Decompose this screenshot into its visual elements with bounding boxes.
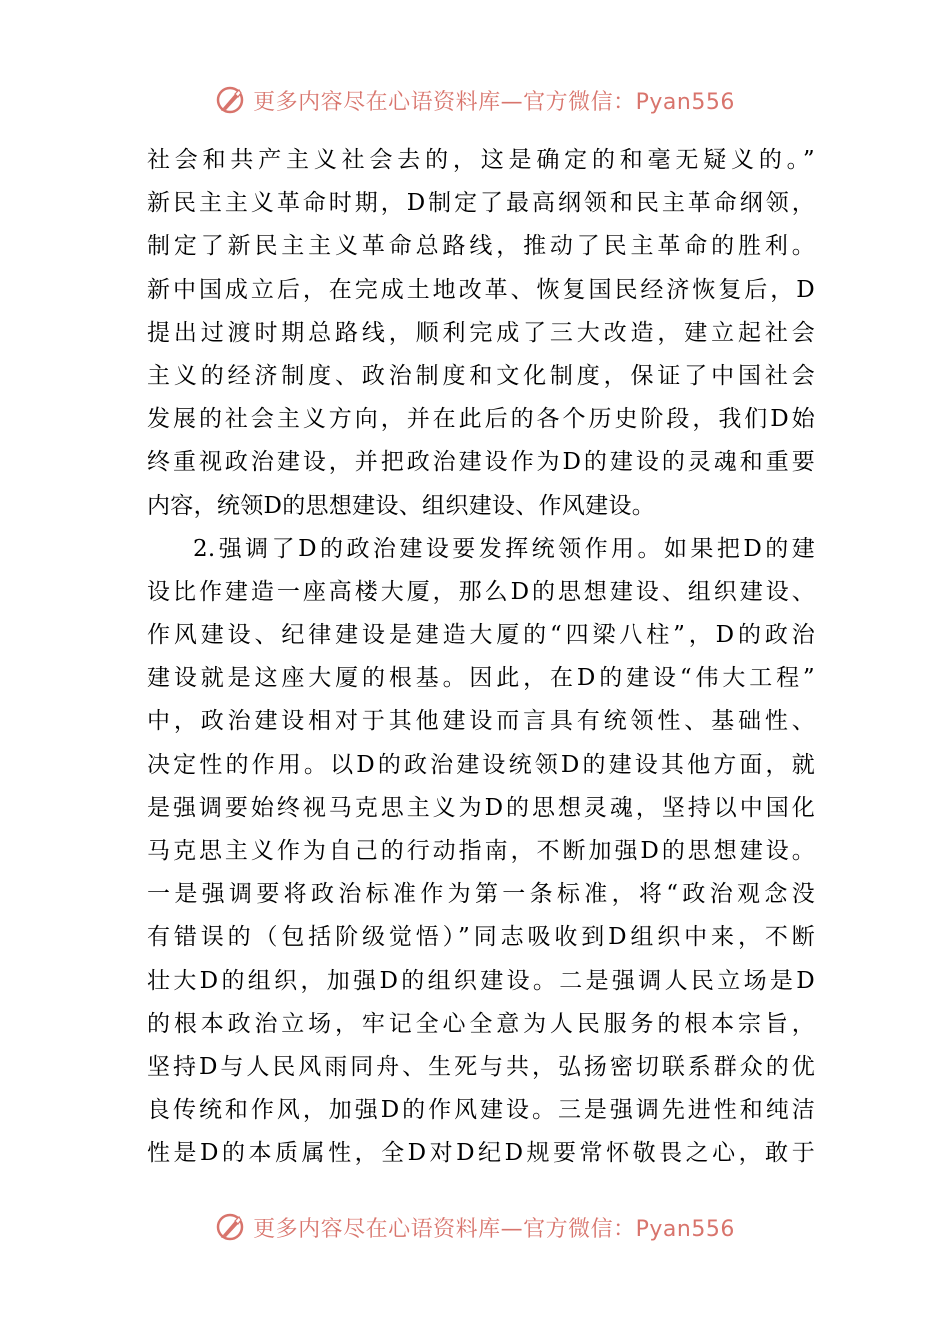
text-line: 内容，统领D的思想建设、组织建设、作风建设。	[147, 492, 656, 519]
paragraph-1	[147, 139, 815, 528]
text-line: 社会和共产主义社会去的，这是确定的和毫无疑义的。”	[147, 147, 815, 173]
text-line: 终重视政治建设，并把政治建设作为D的建设的灵魂和重要	[147, 449, 815, 476]
text-line: 是强调要始终视马克思主义为D的思想灵魂，坚持以中国化	[147, 794, 815, 821]
text-line: 作风建设、纪律建设是建造大厦的“四梁八柱”，D的政治	[147, 622, 815, 649]
text-line: 建设就是这座大厦的根基。因此，在D的建设“伟大工程”	[147, 665, 815, 692]
paragraph-2	[147, 528, 815, 1176]
text-line: 主义的经济制度、政治制度和文化制度，保证了中国社会	[147, 362, 815, 389]
text-line: 制定了新民主主义革命总路线，推动了民主革命的胜利。	[147, 233, 815, 260]
text-line: 的根本政治立场，牢记全心全意为人民服务的根本宗旨，	[147, 1010, 815, 1037]
text-line: 壮大D的组织，加强D的组织建设。二是强调人民立场是D	[147, 967, 815, 994]
text-line: 新中国成立后，在完成土地改革、恢复国民经济恢复后，D	[147, 276, 815, 303]
text-line: 新民主主义革命时期，D制定了最高纲领和民主革命纲领，	[147, 190, 815, 217]
text-line: 发展的社会主义方向，并在此后的各个历史阶段，我们D始	[147, 406, 815, 433]
pen-logo-icon	[215, 1212, 245, 1242]
text-line: 一是强调要将政治标准作为第一条标准，将“政治观念没	[147, 881, 815, 908]
header-watermark	[0, 80, 950, 120]
text-line: 性是D的本质属性，全D对D纪D规要常怀敬畏之心，敢于	[147, 1140, 815, 1167]
footer-watermark-text: 更多内容尽在心语资料库—官方微信：Pyan556	[253, 1216, 735, 1242]
text-line: 设比作建造一座高楼大厦，那么D的思想建设、组织建设、	[147, 578, 815, 605]
text-line: 良传统和作风，加强D的作风建设。三是强调先进性和纯洁	[147, 1097, 815, 1124]
pen-logo-icon	[215, 85, 245, 115]
text-line: 马克思主义作为自己的行动指南，不断加强D的思想建设。	[147, 838, 815, 864]
text-line: 坚持D与人民风雨同舟、生死与共，弘扬密切联系群众的优	[147, 1053, 815, 1080]
text-line: 有错误的（包括阶级觉悟）”同志吸收到D组织中来，不断	[147, 924, 815, 951]
text-line: 决定性的作用。以D的政治建设统领D的建设其他方面，就	[147, 751, 815, 778]
header-watermark-text: 更多内容尽在心语资料库—官方微信：Pyan556	[253, 89, 735, 115]
text-line: 2.强调了D的政治建设要发挥统领作用。如果把D的建	[193, 535, 815, 562]
text-line: 提出过渡时期总路线，顺利完成了三大改造，建立起社会	[147, 319, 815, 346]
footer-watermark	[0, 1207, 950, 1247]
text-line: 中，政治建设相对于其他建设而言具有统领性、基础性、	[147, 708, 815, 735]
document-body	[147, 139, 815, 1176]
